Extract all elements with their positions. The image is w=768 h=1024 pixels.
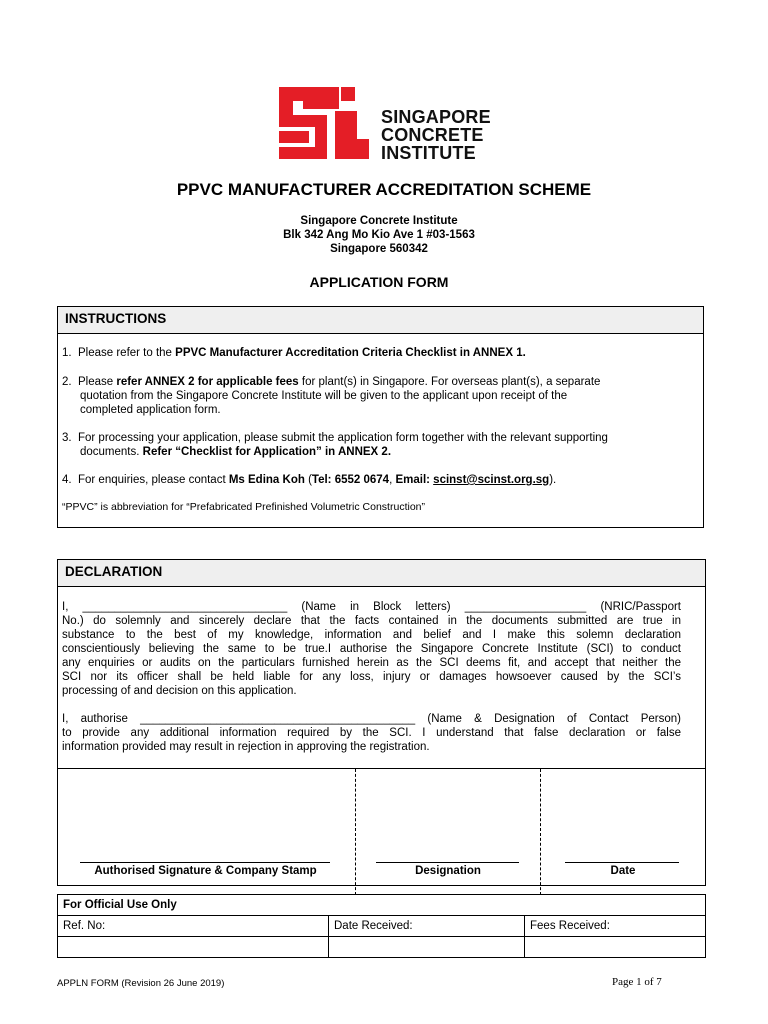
instruction-2-text-post: for plant(s) in Singapore. For overseas plant(s), a separate	[298, 376, 601, 388]
decl-p1-line6: SCI nor its officer shall be held liable for any loss, injury or damages howsoever caused by the SCI’s	[62, 671, 681, 683]
form-title: APPLICATION FORM	[309, 274, 449, 290]
sci-logo-icon	[279, 87, 369, 159]
instruction-3-line2	[80, 445, 391, 459]
address-line2: Blk 342 Ang Mo Kio Ave 1 #03-1563	[283, 229, 475, 241]
instruction-1-bold: PPVC Manufacturer Accreditation Criteria Checklist in ANNEX 1.	[175, 347, 526, 359]
instruction-1-text: Please refer to the	[77, 347, 176, 359]
date-received-label: Date Received:	[329, 916, 525, 937]
decl-p1-line4: conscientiously believing the same to be true.I authorise the Singapore Concrete Institute (SCI) to conduct	[62, 643, 681, 655]
decl-p1-line1: I, ________________________________ (Name in Block letters) ___________________ (NRIC/Passport	[62, 601, 681, 613]
date-line[interactable]	[565, 862, 679, 863]
signature-divider	[57, 768, 706, 769]
document-title: PPVC MANUFACTURER ACCREDITATION SCHEME	[176, 180, 592, 199]
designation-line[interactable]	[376, 862, 519, 863]
official-use-table	[57, 894, 706, 958]
instruction-2-line3: completed application form.	[80, 404, 221, 416]
instruction-3-number: 3.	[62, 432, 72, 444]
contact-email-link[interactable]: scinst@scinst.org.sg	[433, 474, 550, 486]
fees-received-label: Fees Received:	[525, 916, 706, 937]
ref-no-label: Ref. No:	[58, 916, 329, 937]
contact-tel: Tel: 6552 0674	[311, 474, 390, 486]
instruction-4-text: For enquiries, please contact	[77, 474, 229, 486]
date-received-field[interactable]	[329, 937, 525, 958]
address-line1: Singapore Concrete Institute	[300, 215, 458, 227]
instruction-2-line2: quotation from the Singapore Concrete Institute will be given to the applicant upon receipt of the	[80, 390, 568, 402]
instructions-heading: INSTRUCTIONS	[58, 307, 703, 334]
decl-p1-line3: substance to the best of my knowledge, information and belief and I make this solemn declaration	[62, 629, 681, 641]
signature-line[interactable]	[80, 862, 330, 863]
instruction-4-paren: (	[304, 474, 312, 486]
decl-p1-line2: No.) do solemnly and sincerely declare that the facts contained in the documents submitted are true in	[62, 615, 681, 627]
footer-page-number: Page 1 of 7	[612, 976, 662, 988]
decl-p1-line5: any enquiries or audits on the particulars furnished herein as the SCI deems fit, and accept that neither the	[62, 657, 681, 669]
contact-email-label: Email:	[395, 474, 434, 486]
decl-p2-line1: I, authorise ___________________________________________ (Name & Designation of Contact Person)	[62, 713, 681, 725]
instruction-2-number: 2.	[62, 376, 72, 388]
contact-name: Ms Edina Koh	[228, 474, 305, 486]
instructions-box	[57, 306, 704, 528]
instruction-4-end: ).	[549, 474, 557, 486]
instruction-3	[62, 431, 608, 445]
logo-text-line1: SINGAPORE	[381, 107, 491, 127]
designation-label: Designation	[415, 865, 481, 877]
fees-received-field[interactable]	[525, 937, 706, 958]
ref-no-field[interactable]	[58, 937, 329, 958]
declaration-paragraph-2	[62, 712, 681, 754]
instruction-3-line2-text: documents.	[80, 446, 143, 458]
logo-text-line2: CONCRETE	[381, 125, 484, 145]
instruction-3-bold: Refer “Checklist for Application” in ANNEX 2.	[142, 446, 392, 458]
logo-text-line3: INSTITUTE	[381, 143, 476, 163]
decl-p2-line3: information provided may result in rejection in approving the registration.	[62, 741, 430, 753]
instruction-3-text: For processing your application, please submit the application form together with the relevant supporting	[77, 432, 608, 444]
instruction-4-comma: ,	[389, 474, 396, 486]
instruction-2-text: Please	[77, 376, 117, 388]
instruction-4-number: 4.	[62, 474, 72, 486]
declaration-heading: DECLARATION	[58, 560, 705, 587]
instruction-2-bold: refer ANNEX 2 for applicable fees	[116, 376, 299, 388]
decl-p2-line2: to provide any additional information required by the SCI. I understand that false declaration or false	[62, 727, 681, 739]
address-line3: Singapore 560342	[330, 243, 428, 255]
footer-revision: APPLN FORM (Revision 26 June 2019)	[57, 978, 225, 989]
official-use-heading: For Official Use Only	[58, 895, 706, 916]
declaration-paragraph-1	[62, 600, 681, 698]
date-label: Date	[610, 865, 636, 877]
instruction-1	[62, 346, 526, 360]
signature-label: Authorised Signature & Company Stamp	[94, 865, 317, 877]
instruction-4	[62, 473, 556, 487]
ppvc-abbreviation-note: “PPVC” is abbreviation for “Prefabricated Prefinished Volumetric Construction”	[62, 501, 425, 513]
decl-p1-line7: processing of and decision on this application.	[62, 685, 297, 697]
instruction-1-number: 1.	[62, 347, 72, 359]
instruction-2	[62, 375, 600, 389]
